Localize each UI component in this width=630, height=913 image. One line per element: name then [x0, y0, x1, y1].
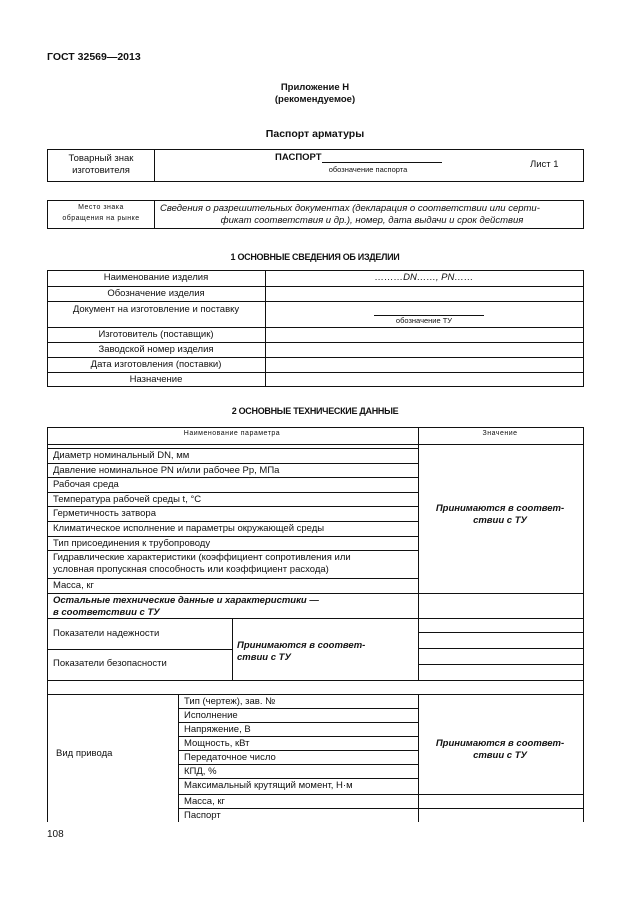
- table-rule: [583, 270, 584, 387]
- table-rule: [47, 427, 48, 822]
- table-rule: [418, 694, 419, 822]
- drive-item-label: Напряжение, В: [184, 724, 251, 735]
- appendix-title: Приложение Н: [280, 82, 350, 93]
- product-name-value: ………DN……, PN……: [374, 272, 474, 283]
- table-rule: [178, 694, 179, 822]
- table-rule: [47, 286, 584, 287]
- section1-row-label: Дата изготовления (поставки): [90, 359, 222, 370]
- section1-row-label: Обозначение изделия: [107, 288, 205, 299]
- drive-item-label: Передаточное число: [184, 752, 276, 763]
- appendix-subtitle: (рекомендуемое): [274, 94, 356, 105]
- permits-text-2: фикат соответствия и др.), номер, дата выдачи и срок действия: [220, 215, 524, 226]
- other-data-label-2: в соответствии с ТУ: [53, 607, 160, 618]
- standard-number: ГОСТ 32569—2013: [47, 51, 141, 63]
- accepted-value-2: ствии с ТУ: [473, 515, 527, 526]
- section1-row-label: Заводской номер изделия: [98, 344, 214, 355]
- table-rule: [47, 506, 418, 507]
- table-rule: [47, 680, 584, 681]
- column-header-parameter: Наименование параметра: [183, 430, 281, 437]
- table-rule: [47, 386, 584, 387]
- parameter-row-label: условная пропускная способность или коэффициент расхода): [53, 564, 329, 575]
- column-header-value: Значение: [482, 430, 518, 437]
- table-rule: [47, 477, 418, 478]
- passport-label: ПАСПОРТ: [275, 152, 322, 163]
- section1-row-label: Назначение: [129, 374, 183, 385]
- table-rule: [178, 778, 418, 779]
- table-rule: [47, 448, 418, 449]
- table-rule: [178, 736, 418, 737]
- parameter-row-label: Диаметр номинальный DN, мм: [53, 450, 190, 461]
- table-rule: [178, 808, 584, 809]
- parameter-row-label: Рабочая среда: [53, 479, 119, 490]
- table-rule: [418, 648, 583, 649]
- table-rule: [178, 708, 418, 709]
- table-rule: [47, 618, 584, 619]
- table-rule: [232, 618, 233, 680]
- reliability-label: Показатели надежности: [53, 628, 160, 639]
- trademark-label: Товарный знак: [68, 153, 134, 164]
- drive-item-label: Максимальный крутящий момент, Н·м: [184, 780, 353, 791]
- sheet-number: Лист 1: [530, 159, 559, 170]
- table-rule: [418, 632, 583, 633]
- table-rule: [47, 372, 584, 373]
- tu-designation-caption: обозначение ТУ: [395, 316, 453, 325]
- drive-type-label: Вид привода: [56, 748, 113, 759]
- parameter-row-label: Температура рабочей среды t, °С: [53, 494, 202, 505]
- parameter-row-label: Герметичность затвора: [53, 508, 156, 519]
- permits-text: Сведения о разрешительных документах (декларация о соответствии или серти-: [160, 203, 540, 214]
- table-rule: [47, 649, 232, 650]
- market-mark-label: Место знака: [78, 204, 124, 211]
- table-rule: [47, 536, 418, 537]
- table-rule: [47, 550, 418, 551]
- accepted-value: Принимаются в соответ-: [435, 738, 565, 749]
- drive-item-label: КПД, %: [184, 766, 217, 777]
- drive-item-label: Мощность, кВт: [184, 738, 250, 749]
- accepted-value-2: ствии с ТУ: [473, 750, 527, 761]
- parameter-row-label: Гидравлические характеристики (коэффициент сопротивления или: [53, 552, 351, 563]
- parameter-row-label: Давление номинальное PN и/или рабочее Pp, МПа: [53, 465, 280, 476]
- trademark-label-2: изготовителя: [72, 165, 130, 176]
- accepted-value: Принимаются в соответ-: [435, 503, 565, 514]
- section1-row-label: Наименование изделия: [103, 272, 209, 283]
- table-rule: [47, 357, 584, 358]
- parameter-row-label: Климатическое исполнение и параметры окружающей среды: [53, 523, 325, 534]
- table-rule: [47, 694, 584, 695]
- table-rule: [47, 492, 418, 493]
- table-rule: [47, 463, 418, 464]
- table-rule: [178, 764, 418, 765]
- table-rule: [47, 593, 584, 594]
- table-rule: [418, 427, 419, 680]
- drive-item-label: Исполнение: [184, 710, 238, 721]
- table-rule: [583, 427, 584, 822]
- table-rule: [47, 444, 584, 445]
- table-rule: [47, 427, 584, 428]
- section1-row-label: Изготовитель (поставщик): [98, 329, 214, 340]
- table-rule: [47, 578, 418, 579]
- table-rule: [265, 270, 266, 387]
- table-rule: [47, 301, 584, 302]
- section2-title: 2 ОСНОВНЫЕ ТЕХНИЧЕСКИЕ ДАННЫЕ: [231, 406, 399, 416]
- drive-item-label: Паспорт: [184, 810, 221, 821]
- table-rule: [47, 327, 584, 328]
- table-rule: [47, 270, 584, 271]
- table-rule: [178, 722, 418, 723]
- market-mark-label-2: обращения на рынке: [62, 215, 140, 222]
- section1-title: 1 ОСНОВНЫЕ СВЕДЕНИЯ ОБ ИЗДЕЛИИ: [230, 252, 400, 262]
- accepted-value-2: ствии с ТУ: [237, 652, 291, 663]
- parameter-row-label: Масса, кг: [53, 580, 94, 591]
- drive-item-label: Масса, кг: [184, 796, 225, 807]
- accepted-value: Принимаются в соответ-: [237, 640, 366, 651]
- drive-item-label: Тип (чертеж), зав. №: [184, 696, 276, 707]
- table-rule: [178, 794, 584, 795]
- other-data-label: Остальные технические данные и характеристики —: [53, 595, 319, 606]
- table-rule: [47, 521, 418, 522]
- passport-caption: обозначение паспорта: [328, 165, 408, 174]
- page-number: 108: [47, 829, 64, 840]
- table-rule: [178, 750, 418, 751]
- table-rule: [47, 342, 584, 343]
- safety-label: Показатели безопасности: [53, 658, 167, 669]
- section1-row-label: Документ на изготовление и поставку: [72, 304, 240, 315]
- parameter-row-label: Тип присоединения к трубопроводу: [53, 538, 211, 549]
- table-rule: [418, 664, 583, 665]
- table-rule: [47, 270, 48, 387]
- document-name: Паспорт арматуры: [265, 128, 365, 140]
